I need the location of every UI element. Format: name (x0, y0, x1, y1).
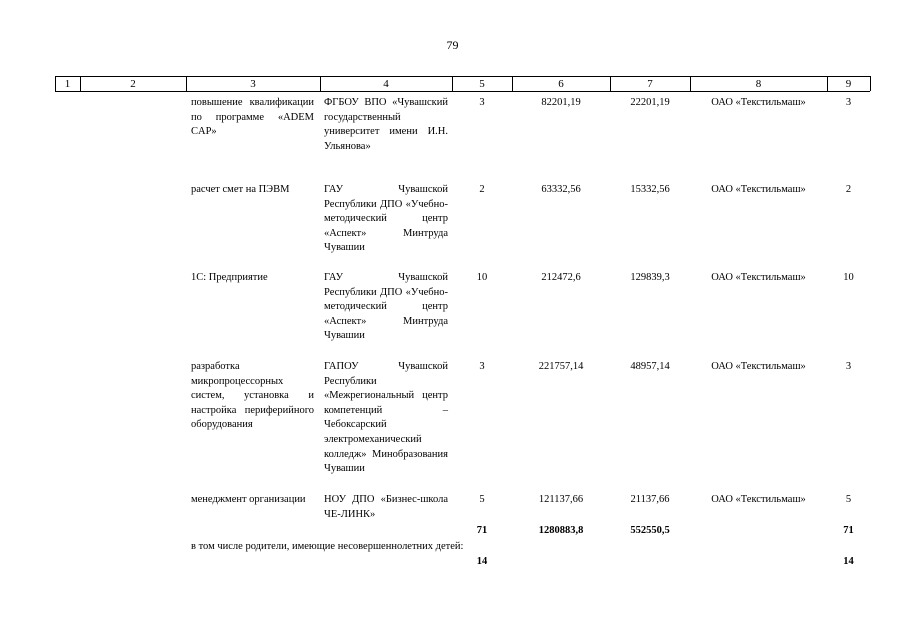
total-cost: 212472,6 (541, 272, 581, 283)
program-name: разработка микропроцессорных систем, установка и настройка периферийного оборудования (191, 361, 314, 431)
people-count: 10 (476, 272, 488, 283)
column-header: 5 (479, 78, 485, 90)
total-cost: 82201,19 (541, 97, 581, 108)
subsidy-amount: 15332,56 (630, 184, 670, 195)
header-bottom-border (55, 91, 870, 92)
program-name: 1С: Предприятие (191, 272, 268, 283)
parents-employed: 14 (843, 556, 854, 567)
column-header: 3 (250, 78, 256, 90)
col-divider (870, 76, 871, 91)
total-subsidy-sum: 552550,5 (630, 525, 670, 536)
column-header: 2 (130, 78, 136, 90)
column-header: 9 (845, 78, 852, 90)
parents-people: 14 (476, 556, 488, 567)
program-name: расчет смет на ПЭВМ (191, 184, 290, 195)
employed-count: 3 (845, 361, 852, 372)
institution-name: НОУ ДПО «Бизнес-школа ЧЕ-ЛИНК» (324, 494, 448, 520)
subsidy-amount: 129839,3 (630, 272, 670, 283)
employed-count: 5 (845, 494, 852, 505)
column-header: 6 (558, 78, 564, 90)
column-header: 1 (64, 78, 71, 90)
program-name: менеджмент организации (191, 494, 306, 505)
people-count: 3 (479, 97, 485, 108)
employer-name: ОАО «Текстильмаш» (711, 272, 806, 283)
column-header: 4 (383, 78, 389, 90)
institution-name: ГАУ Чувашской Республики ДПО «Учебно-методический центр «Аспект» Минтруда Чувашии (324, 272, 448, 342)
parents-note: в том числе родители, имеющие несовершеннолетних детей: (191, 541, 464, 552)
total-cost: 121137,66 (538, 494, 584, 505)
column-header: 7 (647, 78, 653, 90)
employed-count: 3 (845, 97, 852, 108)
people-count: 3 (479, 361, 485, 372)
subsidy-amount: 48957,14 (630, 361, 670, 372)
total-employed: 71 (843, 525, 854, 536)
program-name: повышение квалификации по программе «ADEM CAP» (191, 97, 314, 138)
employer-name: ОАО «Текстильмаш» (711, 494, 806, 505)
total-cost-sum: 1280883,8 (538, 525, 584, 536)
institution-name: ГАУ Чувашской Республики ДПО «Учебно-методический центр «Аспект» Минтруда Чувашии (324, 184, 448, 254)
total-cost: 63332,56 (541, 184, 581, 195)
employer-name: ОАО «Текстильмаш» (711, 97, 806, 108)
employer-name: ОАО «Текстильмаш» (711, 361, 806, 372)
total-cost: 221757,14 (538, 361, 584, 372)
employed-count: 10 (843, 272, 854, 283)
page-number: 79 (446, 38, 459, 52)
employer-name: ОАО «Текстильмаш» (711, 184, 806, 195)
subsidy-amount: 22201,19 (630, 97, 670, 108)
total-people: 71 (476, 525, 488, 536)
people-count: 2 (479, 184, 485, 195)
column-header: 8 (755, 78, 762, 90)
institution-name: ФГБОУ ВПО «Чувашский государственный университет имени И.Н. Ульянова» (324, 97, 448, 152)
institution-name: ГАПОУ Чувашской Республики «Межрегиональный центр компетенций – Чебоксарский электромеханический колледж» Минобразования Чувашии (324, 361, 448, 475)
people-count: 5 (479, 494, 485, 505)
employed-count: 2 (845, 184, 852, 195)
subsidy-amount: 21137,66 (630, 494, 670, 505)
